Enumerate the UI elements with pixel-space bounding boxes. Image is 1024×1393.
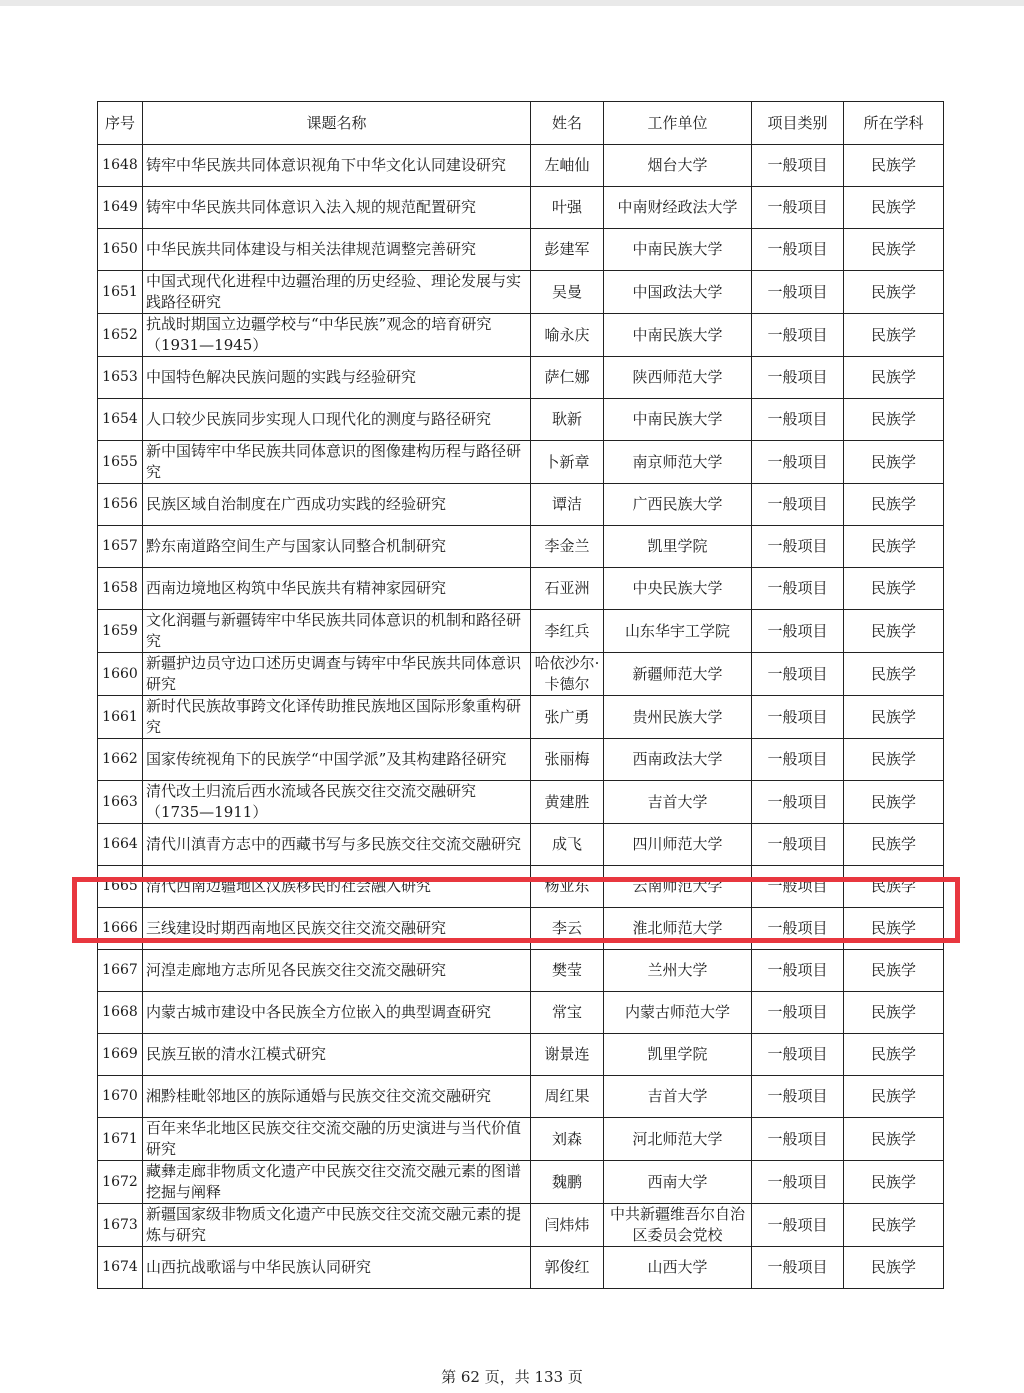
table-row	[98, 526, 944, 568]
project-title-cell: 中国特色解决民族问题的实践与经验研究	[143, 357, 531, 399]
table-row	[98, 1204, 944, 1247]
row-number-cell: 1648	[98, 145, 143, 187]
table-row	[98, 314, 944, 357]
discipline-cell: 民族学	[844, 484, 944, 526]
work-unit-cell: 广西民族大学	[604, 484, 752, 526]
researcher-name-cell: 杨亚东	[531, 866, 604, 908]
row-number-cell: 1670	[98, 1076, 143, 1118]
researcher-name-cell: 吴曼	[531, 271, 604, 314]
project-category-cell: 一般项目	[752, 696, 844, 739]
project-title-cell: 西南边境地区构筑中华民族共有精神家园研究	[143, 568, 531, 610]
project-title-cell: 内蒙古城市建设中各民族全方位嵌入的典型调查研究	[143, 992, 531, 1034]
researcher-name-cell: 成飞	[531, 824, 604, 866]
table-row	[98, 187, 944, 229]
project-title-cell: 民族互嵌的清水江模式研究	[143, 1034, 531, 1076]
table-row	[98, 696, 944, 739]
project-category-cell: 一般项目	[752, 271, 844, 314]
header-name: 姓名	[531, 102, 604, 145]
discipline-cell: 民族学	[844, 1034, 944, 1076]
row-number-cell: 1653	[98, 357, 143, 399]
researcher-name-cell: 石亚洲	[531, 568, 604, 610]
project-category-cell: 一般项目	[752, 653, 844, 696]
table-row	[98, 1118, 944, 1161]
row-number-cell: 1666	[98, 908, 143, 950]
page-number-footer: 第 62 页，共 133 页	[441, 1368, 583, 1386]
row-number-cell: 1658	[98, 568, 143, 610]
work-unit-cell: 凯里学院	[604, 1034, 752, 1076]
project-category-cell: 一般项目	[752, 1076, 844, 1118]
discipline-cell: 民族学	[844, 1076, 944, 1118]
researcher-name-cell: 左岫仙	[531, 145, 604, 187]
discipline-cell: 民族学	[844, 1161, 944, 1204]
project-category-cell: 一般项目	[752, 610, 844, 653]
table-row	[98, 1161, 944, 1204]
researcher-name-cell: 周红果	[531, 1076, 604, 1118]
work-unit-cell: 淮北师范大学	[604, 908, 752, 950]
row-number-cell: 1662	[98, 739, 143, 781]
table-row	[98, 739, 944, 781]
header-category: 项目类别	[752, 102, 844, 145]
researcher-name-cell: 李红兵	[531, 610, 604, 653]
discipline-cell: 民族学	[844, 1204, 944, 1247]
table-row	[98, 568, 944, 610]
table-row	[98, 653, 944, 696]
work-unit-cell: 山东华宇工学院	[604, 610, 752, 653]
row-number-cell: 1663	[98, 781, 143, 824]
project-title-cell: 民族区域自治制度在广西成功实践的经验研究	[143, 484, 531, 526]
project-title-cell: 中华民族共同体建设与相关法律规范调整完善研究	[143, 229, 531, 271]
row-number-cell: 1649	[98, 187, 143, 229]
work-unit-cell: 河北师范大学	[604, 1118, 752, 1161]
project-category-cell: 一般项目	[752, 1204, 844, 1247]
project-title-cell: 人口较少民族同步实现人口现代化的测度与路径研究	[143, 399, 531, 441]
row-number-cell: 1651	[98, 271, 143, 314]
project-category-cell: 一般项目	[752, 357, 844, 399]
discipline-cell: 民族学	[844, 908, 944, 950]
project-title-cell: 抗战时期国立边疆学校与“中华民族”观念的培育研究（1931—1945）	[143, 314, 531, 357]
project-title-cell: 国家传统视角下的民族学“中国学派”及其构建路径研究	[143, 739, 531, 781]
project-title-cell: 清代川滇青方志中的西藏书写与多民族交往交流交融研究	[143, 824, 531, 866]
project-title-cell: 新中国铸牢中华民族共同体意识的图像建构历程与路径研究	[143, 441, 531, 484]
row-number-cell: 1654	[98, 399, 143, 441]
table-row	[98, 781, 944, 824]
header-discipline: 所在学科	[844, 102, 944, 145]
discipline-cell: 民族学	[844, 399, 944, 441]
project-title-cell: 新疆护边员守边口述历史调查与铸牢中华民族共同体意识研究	[143, 653, 531, 696]
work-unit-cell: 四川师范大学	[604, 824, 752, 866]
work-unit-cell: 中共新疆维吾尔自治区委员会党校	[604, 1204, 752, 1247]
work-unit-cell: 南京师范大学	[604, 441, 752, 484]
work-unit-cell: 中南民族大学	[604, 314, 752, 357]
discipline-cell: 民族学	[844, 1118, 944, 1161]
work-unit-cell: 中南财经政法大学	[604, 187, 752, 229]
researcher-name-cell: 樊莹	[531, 950, 604, 992]
work-unit-cell: 新疆师范大学	[604, 653, 752, 696]
project-title-cell: 百年来华北地区民族交往交流交融的历史演进与当代价值研究	[143, 1118, 531, 1161]
row-number-cell: 1657	[98, 526, 143, 568]
row-number-cell: 1674	[98, 1247, 143, 1289]
top-edge-band	[0, 0, 1024, 6]
discipline-cell: 民族学	[844, 229, 944, 271]
row-number-cell: 1656	[98, 484, 143, 526]
project-category-cell: 一般项目	[752, 866, 844, 908]
researcher-name-cell: 常宝	[531, 992, 604, 1034]
table-row	[98, 908, 944, 950]
table-body	[98, 145, 944, 1289]
work-unit-cell: 中南民族大学	[604, 399, 752, 441]
table-row	[98, 950, 944, 992]
work-unit-cell: 山西大学	[604, 1247, 752, 1289]
discipline-cell: 民族学	[844, 145, 944, 187]
discipline-cell: 民族学	[844, 187, 944, 229]
work-unit-cell: 陕西师范大学	[604, 357, 752, 399]
researcher-name-cell: 谭洁	[531, 484, 604, 526]
table-row	[98, 145, 944, 187]
row-number-cell: 1650	[98, 229, 143, 271]
project-title-cell: 黔东南道路空间生产与国家认同整合机制研究	[143, 526, 531, 568]
researcher-name-cell: 彭建军	[531, 229, 604, 271]
project-category-cell: 一般项目	[752, 229, 844, 271]
work-unit-cell: 中南民族大学	[604, 229, 752, 271]
work-unit-cell: 内蒙古师范大学	[604, 992, 752, 1034]
work-unit-cell: 贵州民族大学	[604, 696, 752, 739]
discipline-cell: 民族学	[844, 950, 944, 992]
table-row	[98, 610, 944, 653]
table-row	[98, 441, 944, 484]
table-row	[98, 1076, 944, 1118]
project-title-cell: 铸牢中华民族共同体意识视角下中华文化认同建设研究	[143, 145, 531, 187]
work-unit-cell: 凯里学院	[604, 526, 752, 568]
project-category-cell: 一般项目	[752, 992, 844, 1034]
researcher-name-cell: 哈依沙尔·卡德尔	[531, 653, 604, 696]
table-row	[98, 399, 944, 441]
table-row	[98, 1247, 944, 1289]
project-category-cell: 一般项目	[752, 441, 844, 484]
row-number-cell: 1669	[98, 1034, 143, 1076]
work-unit-cell: 兰州大学	[604, 950, 752, 992]
project-list-table	[97, 101, 944, 1289]
researcher-name-cell: 耿新	[531, 399, 604, 441]
row-number-cell: 1652	[98, 314, 143, 357]
researcher-name-cell: 刘森	[531, 1118, 604, 1161]
project-title-cell: 湘黔桂毗邻地区的族际通婚与民族交往交流交融研究	[143, 1076, 531, 1118]
row-number-cell: 1655	[98, 441, 143, 484]
project-category-cell: 一般项目	[752, 314, 844, 357]
researcher-name-cell: 卜新章	[531, 441, 604, 484]
project-category-cell: 一般项目	[752, 781, 844, 824]
work-unit-cell: 云南师范大学	[604, 866, 752, 908]
discipline-cell: 民族学	[844, 653, 944, 696]
discipline-cell: 民族学	[844, 1247, 944, 1289]
discipline-cell: 民族学	[844, 866, 944, 908]
row-number-cell: 1659	[98, 610, 143, 653]
project-title-cell: 三线建设时期西南地区民族交往交流交融研究	[143, 908, 531, 950]
header-title: 课题名称	[143, 102, 531, 145]
project-category-cell: 一般项目	[752, 908, 844, 950]
researcher-name-cell: 闫炜炜	[531, 1204, 604, 1247]
table-header-row	[98, 102, 944, 145]
project-title-cell: 清代改土归流后西水流域各民族交往交流交融研究（1735—1911）	[143, 781, 531, 824]
discipline-cell: 民族学	[844, 271, 944, 314]
work-unit-cell: 中央民族大学	[604, 568, 752, 610]
project-category-cell: 一般项目	[752, 1034, 844, 1076]
researcher-name-cell: 张丽梅	[531, 739, 604, 781]
work-unit-cell: 中国政法大学	[604, 271, 752, 314]
project-category-cell: 一般项目	[752, 824, 844, 866]
project-category-cell: 一般项目	[752, 526, 844, 568]
discipline-cell: 民族学	[844, 781, 944, 824]
project-category-cell: 一般项目	[752, 399, 844, 441]
researcher-name-cell: 叶强	[531, 187, 604, 229]
discipline-cell: 民族学	[844, 314, 944, 357]
table-row	[98, 271, 944, 314]
project-title-cell: 中国式现代化进程中边疆治理的历史经验、理论发展与实践路径研究	[143, 271, 531, 314]
project-category-cell: 一般项目	[752, 187, 844, 229]
row-number-cell: 1673	[98, 1204, 143, 1247]
discipline-cell: 民族学	[844, 610, 944, 653]
table-row	[98, 1034, 944, 1076]
project-category-cell: 一般项目	[752, 568, 844, 610]
table-row	[98, 866, 944, 908]
researcher-name-cell: 张广勇	[531, 696, 604, 739]
project-title-cell: 藏彝走廊非物质文化遗产中民族交往交流交融元素的图谱挖掘与阐释	[143, 1161, 531, 1204]
project-title-cell: 文化润疆与新疆铸牢中华民族共同体意识的机制和路径研究	[143, 610, 531, 653]
discipline-cell: 民族学	[844, 568, 944, 610]
discipline-cell: 民族学	[844, 441, 944, 484]
table-row	[98, 357, 944, 399]
row-number-cell: 1661	[98, 696, 143, 739]
researcher-name-cell: 黄建胜	[531, 781, 604, 824]
row-number-cell: 1664	[98, 824, 143, 866]
project-category-cell: 一般项目	[752, 739, 844, 781]
discipline-cell: 民族学	[844, 992, 944, 1034]
project-title-cell: 新疆国家级非物质文化遗产中民族交往交流交融元素的提炼与研究	[143, 1204, 531, 1247]
researcher-name-cell: 郭俊红	[531, 1247, 604, 1289]
project-category-cell: 一般项目	[752, 484, 844, 526]
project-category-cell: 一般项目	[752, 950, 844, 992]
work-unit-cell: 西南政法大学	[604, 739, 752, 781]
work-unit-cell: 西南大学	[604, 1161, 752, 1204]
row-number-cell: 1672	[98, 1161, 143, 1204]
project-title-cell: 河湟走廊地方志所见各民族交往交流交融研究	[143, 950, 531, 992]
project-title-cell: 清代西南边疆地区汉族移民的社会融入研究	[143, 866, 531, 908]
header-unit: 工作单位	[604, 102, 752, 145]
researcher-name-cell: 李云	[531, 908, 604, 950]
researcher-name-cell: 喻永庆	[531, 314, 604, 357]
researcher-name-cell: 萨仁娜	[531, 357, 604, 399]
discipline-cell: 民族学	[844, 526, 944, 568]
researcher-name-cell: 谢景连	[531, 1034, 604, 1076]
work-unit-cell: 吉首大学	[604, 1076, 752, 1118]
discipline-cell: 民族学	[844, 739, 944, 781]
table-row	[98, 484, 944, 526]
work-unit-cell: 烟台大学	[604, 145, 752, 187]
project-category-cell: 一般项目	[752, 1247, 844, 1289]
researcher-name-cell: 魏鹏	[531, 1161, 604, 1204]
header-no: 序号	[98, 102, 143, 145]
project-title-cell: 铸牢中华民族共同体意识入法入规的规范配置研究	[143, 187, 531, 229]
project-category-cell: 一般项目	[752, 1161, 844, 1204]
work-unit-cell: 吉首大学	[604, 781, 752, 824]
project-category-cell: 一般项目	[752, 145, 844, 187]
row-number-cell: 1660	[98, 653, 143, 696]
row-number-cell: 1665	[98, 866, 143, 908]
discipline-cell: 民族学	[844, 357, 944, 399]
row-number-cell: 1668	[98, 992, 143, 1034]
table-row	[98, 229, 944, 271]
row-number-cell: 1667	[98, 950, 143, 992]
researcher-name-cell: 李金兰	[531, 526, 604, 568]
discipline-cell: 民族学	[844, 696, 944, 739]
table-row	[98, 824, 944, 866]
project-category-cell: 一般项目	[752, 1118, 844, 1161]
table-row	[98, 992, 944, 1034]
project-title-cell: 山西抗战歌谣与中华民族认同研究	[143, 1247, 531, 1289]
row-number-cell: 1671	[98, 1118, 143, 1161]
discipline-cell: 民族学	[844, 824, 944, 866]
project-title-cell: 新时代民族故事跨文化译传助推民族地区国际形象重构研究	[143, 696, 531, 739]
